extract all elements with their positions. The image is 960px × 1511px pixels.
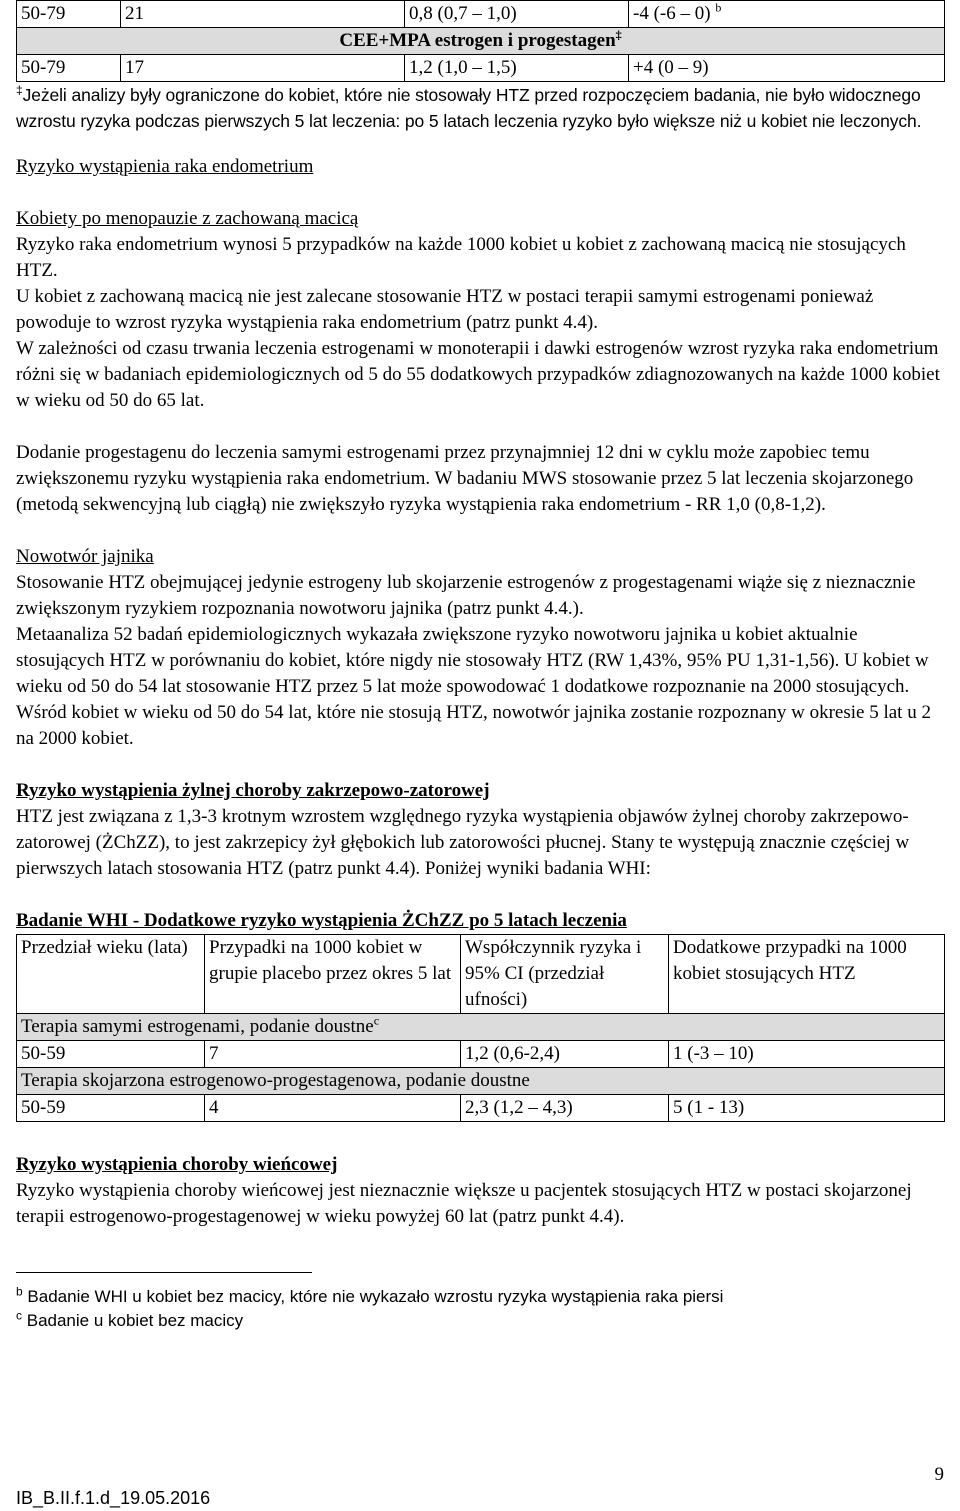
paragraph: HTZ jest związana z 1,3-3 krotnym wzrostem względnego ryzyka wystąpienia objawów żylnej choroby zakrzepowo-zatorowej (ŻChZZ), to jest zakrzepicy żył głębokich lub zatorowości płucnej. Stany te występują znacznie częściej w pierwszych latach stosowania HTZ (patrz punkt 4.4). Poniżej wyniki badania WHI: xyxy=(16,806,910,879)
table-cell: +4 (0 – 9) xyxy=(629,55,945,82)
whi-vte-table xyxy=(16,934,945,1122)
table-row xyxy=(17,1,945,28)
document-id: IB_B.II.f.1.d_19.05.2016 xyxy=(16,1488,211,1508)
section-heading-vte: Ryzyko wystąpienia żylnej choroby zakrzepowo-zatorowej xyxy=(16,780,490,801)
table-cell: -4 (-6 – 0) $^b$ xyxy=(629,1,945,28)
footnote-mark: b xyxy=(715,0,722,15)
table-cell: 21 xyxy=(121,1,405,28)
section-heading-ovarian: Nowotwór jajnika xyxy=(16,546,154,567)
column-header: Przypadki na 1000 kobiet w grupie placebo przez okres 5 lat xyxy=(205,935,461,1014)
footnote-mark: ‡ xyxy=(16,83,23,98)
column-header: Przedział wieku (lata) xyxy=(17,935,205,1014)
top-risk-table xyxy=(16,0,945,82)
footnote-mark: c xyxy=(16,1308,22,1323)
table-cell: 17 xyxy=(121,55,405,82)
paragraph: W zależności od czasu trwania leczenia estrogenami w monoterapii i dawki estrogenów wzrost ryzyka raka endometrium różni się w badaniach epidemiologicznych od 5 do 55 dodatkowych przypadków zdiagnozowanych na każde 1000 kobiet w wieku od 50 do 65 lat. xyxy=(16,338,940,411)
column-header: Współczynnik ryzyka i 95% CI (przedział ufności) xyxy=(461,935,669,1014)
table-cell: 50-79 xyxy=(17,1,121,28)
table-group-label: CEE+MPA estrogen i progestagen‡ xyxy=(17,28,945,55)
footnote-divider xyxy=(16,1272,312,1273)
paragraph: Ryzyko raka endometrium wynosi 5 przypadków na każde 1000 kobiet u kobiet z zachowaną macicą nie stosujących HTZ. xyxy=(16,234,906,281)
paragraph: Metaanaliza 52 badań epidemiologicznych wykazała zwiększone ryzyko nowotworu jajnika u kobiet aktualnie stosujących HTZ w porównaniu do kobiet, które nigdy nie stosowały HTZ (RW 1,43%, 95% PU 1,31-1,56). U kobiet w wieku od 50 do 54 lat stosowanie HTZ przez 5 lat może spowodować 1 dodatkowe rozpoznanie na 2000 stosujących. Wśród kobiet w wieku od 50 do 54 lat, które nie stosują HTZ, nowotwór jajnika zostanie rozpoznany w okresie 5 lat u 2 na 2000 kobiet. xyxy=(16,624,931,749)
table-row xyxy=(17,1095,945,1122)
column-header: Dodatkowe przypadki na 1000 kobiet stosujących HTZ xyxy=(669,935,945,1014)
table-group-row xyxy=(17,1014,945,1041)
footnote: $^b$ Badanie WHI u kobiet bez macicy, które nie wykazało wzrostu ryzyka wystąpienia raka piersi xyxy=(16,1284,724,1306)
paragraph: U kobiet z zachowaną macicą nie jest zalecane stosowanie HTZ w postaci terapii samymi estrogenami ponieważ powoduje to wzrost ryzyka wystąpienia raka endometrium (patrz punkt 4.4). xyxy=(16,286,874,333)
table-title: Badanie WHI - Dodatkowe ryzyko wystąpienia ŻChZZ po 5 latach leczenia xyxy=(16,910,627,931)
table-note: ‡Jeżeli analizy były ograniczone do kobiet, które nie stosowały HTZ przed rozpoczęciem badania, nie było widocznego wzrostu ryzyka podczas pierwszych 5 lat leczenia: po 5 latach leczenia ryzyko było większe niż u kobiet nie leczonych. xyxy=(16,83,922,131)
table-cell: 7 xyxy=(205,1041,461,1068)
table-cell: 50-59 xyxy=(17,1095,205,1122)
page-number: 9 xyxy=(934,1464,944,1485)
document-page xyxy=(16,0,944,1333)
footnote-mark: b xyxy=(16,1284,23,1299)
table-row xyxy=(17,55,945,82)
table-cell: 1 (-3 – 10) xyxy=(669,1041,945,1068)
footnote: $^c$ Badanie u kobiet bez macicy xyxy=(16,1308,244,1330)
table-group-row xyxy=(17,1068,945,1095)
table-cell: 1,2 (1,0 – 1,5) xyxy=(405,55,629,82)
table-group-label: Terapia samymi estrogenami, podanie doustne$^c$ xyxy=(17,1014,945,1041)
table-group-label: Terapia skojarzona estrogenowo-progestagenowa, podanie doustne xyxy=(17,1068,945,1095)
footnote-mark: ‡ xyxy=(615,27,622,42)
table-cell: 5 (1 - 13) xyxy=(669,1095,945,1122)
table-cell: 0,8 (0,7 – 1,0) xyxy=(405,1,629,28)
section-heading-endometrium: Ryzyko wystąpienia raka endometrium xyxy=(16,156,314,177)
section-heading-coronary: Ryzyko wystąpienia choroby wieńcowej xyxy=(16,1154,338,1175)
table-row xyxy=(17,1041,945,1068)
table-cell: 50-79 xyxy=(17,55,121,82)
table-cell: 2,3 (1,2 – 4,3) xyxy=(461,1095,669,1122)
paragraph: Stosowanie HTZ obejmującej jedynie estrogeny lub skojarzenie estrogenów z progestagenami wiąże się z nieznacznie zwiększonym ryzykiem rozpoznania nowotworu jajnika (patrz punkt 4.4.). xyxy=(16,572,916,619)
table-cell: 50-59 xyxy=(17,1041,205,1068)
table-group-row xyxy=(17,28,945,55)
table-cell: 1,2 (0,6-2,4) xyxy=(461,1041,669,1068)
paragraph: Ryzyko wystąpienia choroby wieńcowej jest nieznacznie większe u pacjentek stosujących HTZ w postaci skojarzonej terapii estrogenowo-progestagenowej w wieku powyżej 60 lat (patrz punkt 4.4). xyxy=(16,1180,912,1227)
subheading-menopause: Kobiety po menopauzie z zachowaną macicą xyxy=(16,208,359,229)
table-cell: 4 xyxy=(205,1095,461,1122)
table-header-row xyxy=(17,935,945,1014)
footnote-mark: c xyxy=(373,1013,380,1028)
paragraph: Dodanie progestagenu do leczenia samymi estrogenami przez przynajmniej 12 dni w cyklu może zapobiec temu zwiększonemu ryzyku wystąpienia raka endometrium. W badaniu MWS stosowanie przez 5 lat leczenia skojarzonego (metodą sekwencyjną lub ciągłą) nie zwiększyło ryzyka wystąpienia raka endometrium - RR 1,0 (0,8-1,2). xyxy=(16,442,914,515)
